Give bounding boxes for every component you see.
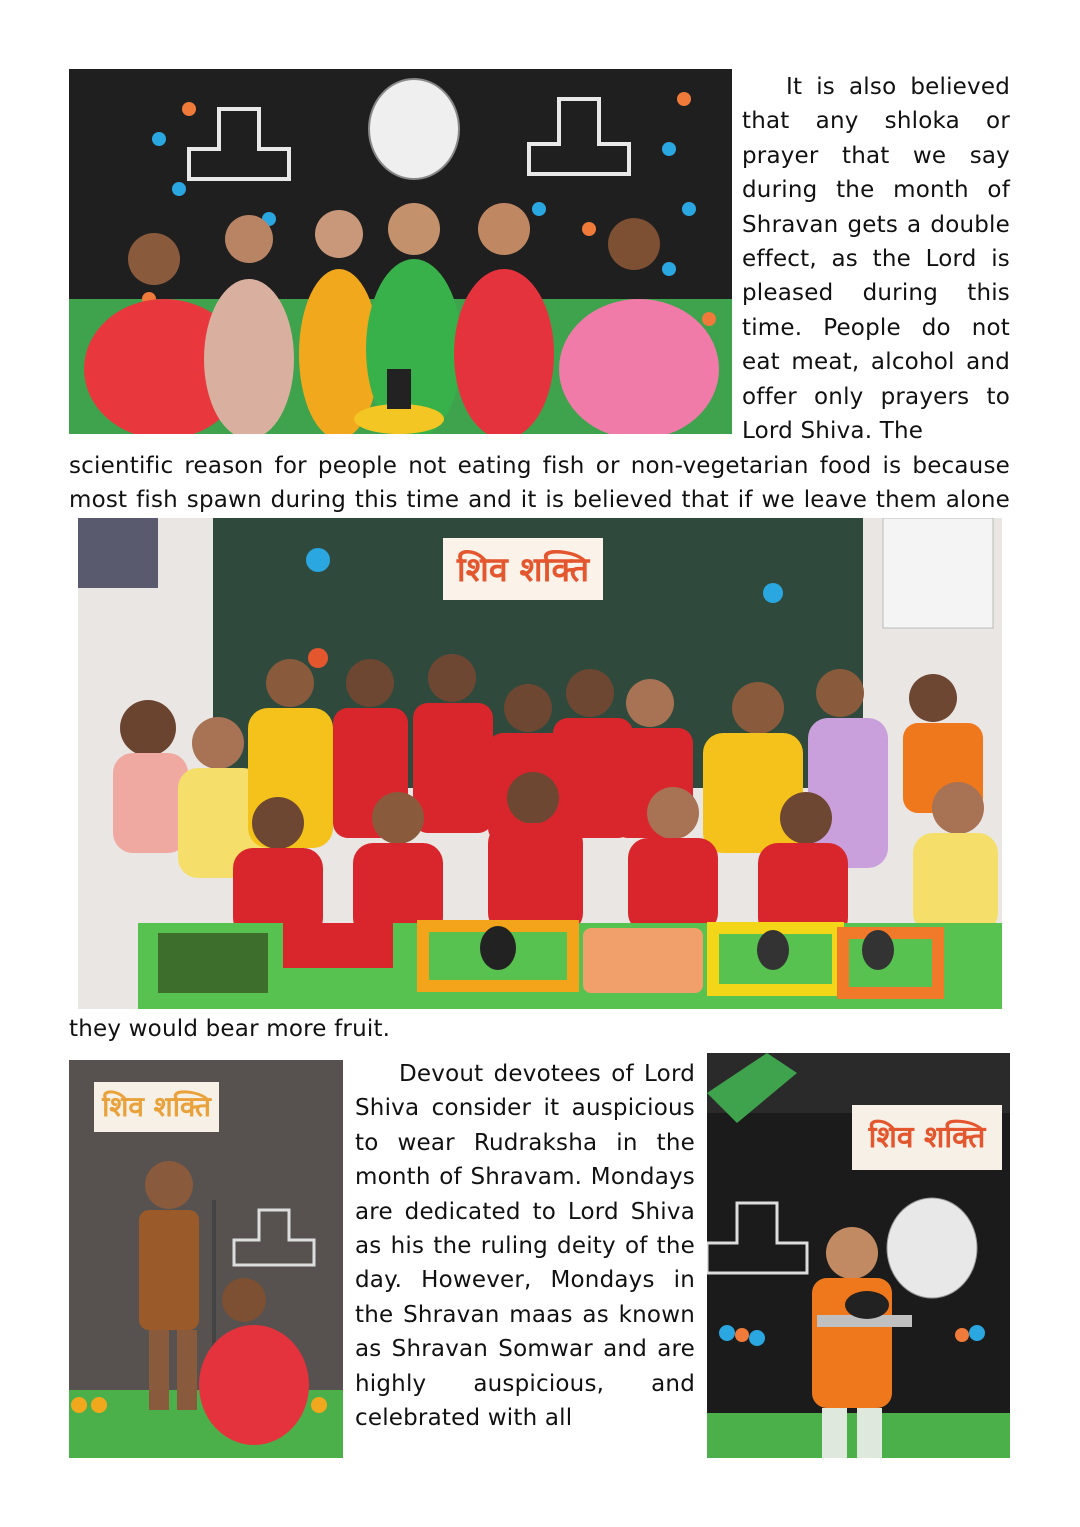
photo-group-children [78,518,1002,1009]
banner-shiv-shakti-right: शिव शक्ति [868,1120,986,1155]
banner-shiv-shakti-left: शिव शक्ति [102,1090,211,1123]
paragraph-1-column: It is also believed that any shloka or prayer that we say during the month of Shravan gets a double effect, as the Lord is pleased during this time. People do not eat meat, alcohol and offer only prayers to Lord Shiva. The [742,74,1010,445]
banner-shiv-shakti-main: शिव शक्ति [456,550,590,590]
paragraph-1-full: scientific reason for people not eating fish or non-vegetarian food is because most fish spawn during this time and it is believed that if we leave them alone [69,453,1010,514]
paragraph-2-column: Devout devotees of Lord Shiva consider it auspicious to wear Rudraksha in the month of Shravam. Mondays are dedicated to Lord Shiva as his the ruling deity of the day. However, Mondays in the Shravan maas as known as Shravan Somwar and are highly auspicious, and celebrated with all [355,1061,695,1432]
photo-boy-offering [707,1053,1010,1458]
photo-shiva-parvati [69,1060,343,1458]
paragraph-1-end: they would bear more fruit. [69,1016,391,1042]
photo-girls-praying [69,69,732,434]
